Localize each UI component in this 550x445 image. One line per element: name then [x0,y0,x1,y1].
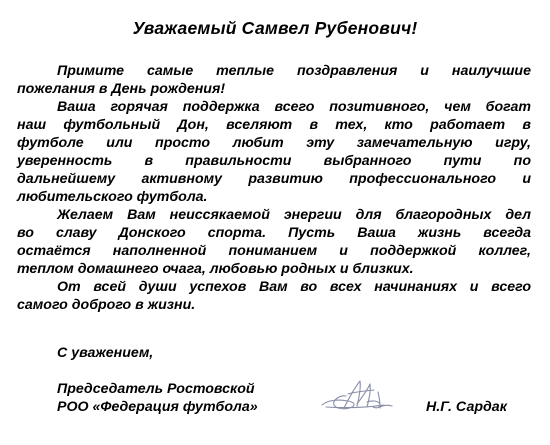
letter-line: дальнейшему активному развитию профессионального и [17,171,531,187]
letter-greeting: Уважаемый Самвел Рубенович! [132,18,418,38]
letter-line: во славу Донского спорта. Пусть Ваша жизнь всегда [17,225,531,241]
signatory-title-line-2: РОО «Федерация футбола» [57,399,258,415]
letter-line: уверенность в правильности выбранного пути по [17,153,531,169]
letter-line: Ваша горячая поддержка всего позитивного, чем богат [57,99,531,115]
letter-closing: С уважением, [57,345,154,361]
letter-line: футболе или просто любит эту замечательную игру, [17,135,531,151]
letter-line: От всей души успехов Вам во всех начинаниях и всего [57,279,531,295]
letter-line: пожелания в День рождения! [17,81,226,97]
signatory-name: Н.Г. Сардак [426,399,507,415]
letter-line: Примите самые теплые поздравления и наилучшие [57,63,531,79]
letter-line: наш футбольный Дон, вселяют в тех, кто работает в [17,117,531,133]
letter-line: самого доброго в жизни. [17,297,196,313]
letter-line: Желаем Вам неиссякаемой энергии для благородных дел [57,207,531,223]
letter-line: теплом домашнего очага, любовью родных и близких. [17,261,414,277]
signatory-title-line-1: Председатель Ростовской [57,381,255,397]
handwritten-signature-icon [318,374,400,418]
letter-line: любительского футбола. [17,189,208,205]
letter-line: остаётся наполненной пониманием и поддержкой коллег, [17,243,531,259]
